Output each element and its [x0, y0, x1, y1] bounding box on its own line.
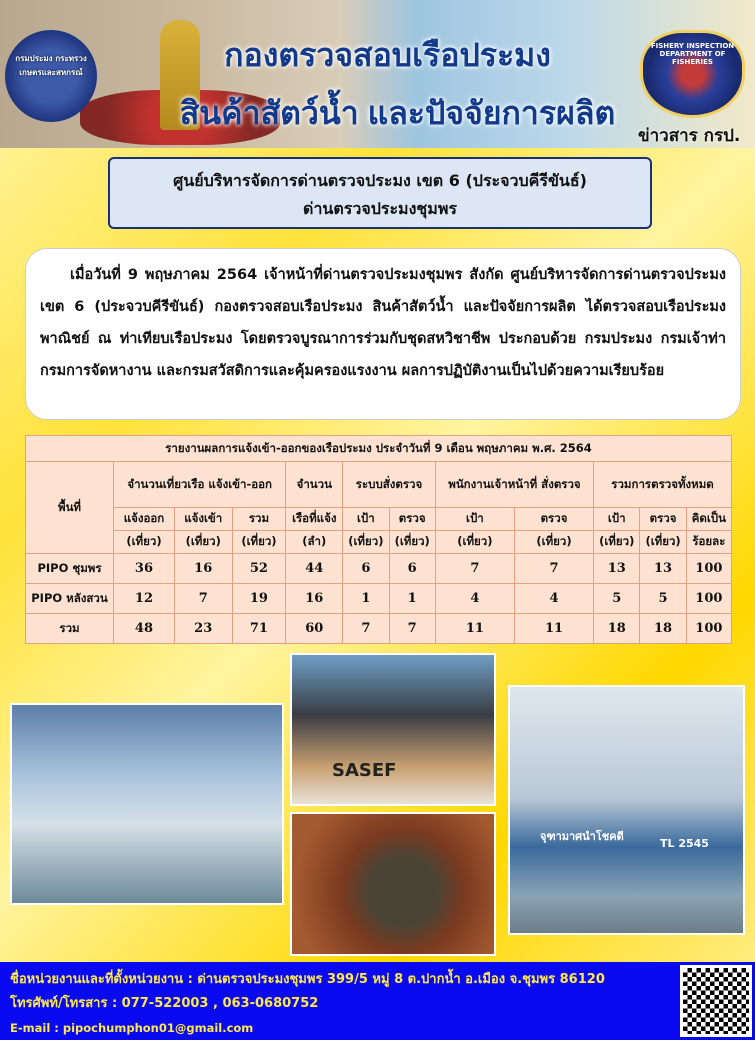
- value-cell: 6: [389, 554, 435, 584]
- column-unit: (เที่ยว): [343, 531, 389, 554]
- value-cell: 4: [435, 584, 514, 614]
- value-cell: 6: [343, 554, 389, 584]
- value-cell: 4: [514, 584, 593, 614]
- value-cell: 13: [640, 554, 686, 584]
- column-header: ตรวจ: [640, 508, 686, 531]
- area-header: พื้นที่: [26, 462, 114, 554]
- value-cell: 71: [232, 614, 286, 644]
- column-unit: (เที่ยว): [594, 531, 640, 554]
- value-cell: 16: [286, 584, 343, 614]
- column-header: ตรวจ: [389, 508, 435, 531]
- fish-hold-photo: [290, 812, 496, 956]
- footer-phone: โทรศัพท์/โทรสาร : 077-522003 , 063-0680752: [10, 996, 319, 1011]
- column-header: คิดเป็น: [686, 508, 731, 531]
- column-unit: (เที่ยว): [174, 531, 232, 554]
- group-header: ระบบสั่งตรวจ: [343, 462, 436, 508]
- column-header: เป้า: [435, 508, 514, 531]
- value-cell: 13: [594, 554, 640, 584]
- inspection-team-photo: [10, 703, 284, 905]
- department-of-fisheries-logo-text: กรมประมง กระทรวงเกษตรและสหกรณ์: [15, 54, 87, 77]
- fishery-inspection-logo-text: FISHERY INSPECTION DEPARTMENT OF FISHERIES: [650, 42, 735, 66]
- group-header: จำนวน: [286, 462, 343, 508]
- value-cell: 23: [174, 614, 232, 644]
- footer-address: ชื่อหน่วยงานและที่ตั้งหน่วยงาน : ด่านตรวจประมงชุมพร 399/5 หมู่ 8 ต.ปากน้ำ อ.เมือง จ.ชุมพร 86120: [10, 972, 605, 987]
- value-cell: 100: [686, 614, 731, 644]
- value-cell: 1: [343, 584, 389, 614]
- area-cell: PIPO ชุมพร: [26, 554, 114, 584]
- fishing-boat-photo: [508, 685, 745, 935]
- office-banner-line1: ศูนย์บริหารจัดการด่านตรวจประมง เขต 6 (ประจวบคีรีขันธ์): [173, 171, 587, 190]
- footer-email[interactable]: E-mail : pipochumphon01@gmail.com: [10, 1021, 254, 1035]
- value-cell: 11: [435, 614, 514, 644]
- value-cell: 11: [514, 614, 593, 644]
- contact-footer: [0, 962, 755, 1040]
- group-header: จำนวนเที่ยวเรือ แจ้งเข้า-ออก: [114, 462, 286, 508]
- boat-name: จุฑามาศนำโชคดี: [540, 830, 624, 843]
- area-cell: รวม: [26, 614, 114, 644]
- value-cell: 52: [232, 554, 286, 584]
- boat-marking: SASEF: [332, 760, 397, 781]
- column-unit: (เที่ยว): [514, 531, 593, 554]
- value-cell: 18: [594, 614, 640, 644]
- column-header: เรือที่แจ้ง: [286, 508, 343, 531]
- column-unit: (เที่ยว): [114, 531, 175, 554]
- value-cell: 100: [686, 554, 731, 584]
- news-label: ข่าวสาร กรป.: [638, 126, 741, 146]
- value-cell: 1: [389, 584, 435, 614]
- column-unit: (เที่ยว): [640, 531, 686, 554]
- group-header: พนักงานเจ้าหน้าที่ สั่งตรวจ: [435, 462, 593, 508]
- value-cell: 7: [343, 614, 389, 644]
- news-paragraph: เมื่อวันที่ 9 พฤษภาคม 2564 เจ้าหน้าที่ด่านตรวจประมงชุมพร สังกัด ศูนย์บริหารจัดการด่านตรวจประมงเขต 6 (ประจวบคีรีขันธ์) กองตรวจสอบเรือประมง สินค้าสัตว์น้ำ และปัจจัยการผลิต ได้ตรวจสอบเรือประมงพาณิชย์ ณ ท่าเทียบเรือประมง โดยตรวจบูรณาการร่วมกับชุดสหวิชาชีพ ประกอบด้วย กรมประมง กรมเจ้าท่า กรมการจัดหางาน และกรมสวัสดิการและคุ้มครองแรงงาน ผลการปฏิบัติงานเป็นไปด้วยความเรียบร้อย: [25, 248, 741, 420]
- value-cell: 60: [286, 614, 343, 644]
- value-cell: 100: [686, 584, 731, 614]
- value-cell: 36: [114, 554, 175, 584]
- table-row: [26, 584, 732, 614]
- column-header: เป้า: [343, 508, 389, 531]
- column-header: แจ้งออก: [114, 508, 175, 531]
- value-cell: 7: [174, 584, 232, 614]
- value-cell: 18: [640, 614, 686, 644]
- area-cell: PIPO หลังสวน: [26, 584, 114, 614]
- column-unit: (ลำ): [286, 531, 343, 554]
- table-row: [26, 554, 732, 584]
- header-title-line1: กองตรวจสอบเรือประมง: [224, 37, 551, 73]
- value-cell: 5: [594, 584, 640, 614]
- boat-registration: TL 2545: [660, 837, 709, 850]
- value-cell: 12: [114, 584, 175, 614]
- value-cell: 5: [640, 584, 686, 614]
- report-table: [25, 435, 732, 644]
- value-cell: 7: [389, 614, 435, 644]
- value-cell: 44: [286, 554, 343, 584]
- table-title: รายงานผลการแจ้งเข้า-ออกของเรือประมง ประจำวันที่ 9 เดือน พฤษภาคม พ.ศ. 2564: [26, 436, 732, 462]
- table-row: [26, 614, 732, 644]
- value-cell: 48: [114, 614, 175, 644]
- column-header: เป้า: [594, 508, 640, 531]
- column-unit: ร้อยละ: [686, 531, 731, 554]
- value-cell: 7: [514, 554, 593, 584]
- office-banner-line2: ด่านตรวจประมงชุมพร: [303, 199, 457, 218]
- qr-code[interactable]: [680, 965, 752, 1037]
- group-header: รวมการตรวจทั้งหมด: [594, 462, 732, 508]
- boat-deck-photo: [290, 653, 496, 806]
- column-unit: (เที่ยว): [435, 531, 514, 554]
- value-cell: 7: [435, 554, 514, 584]
- header-title-line2: สินค้าสัตว์น้ำ และปัจจัยการผลิต: [179, 95, 616, 131]
- value-cell: 16: [174, 554, 232, 584]
- column-header: รวม: [232, 508, 286, 531]
- value-cell: 19: [232, 584, 286, 614]
- column-unit: (เที่ยว): [389, 531, 435, 554]
- office-banner: [108, 157, 652, 229]
- column-unit: (เที่ยว): [232, 531, 286, 554]
- column-header: ตรวจ: [514, 508, 593, 531]
- column-header: แจ้งเข้า: [174, 508, 232, 531]
